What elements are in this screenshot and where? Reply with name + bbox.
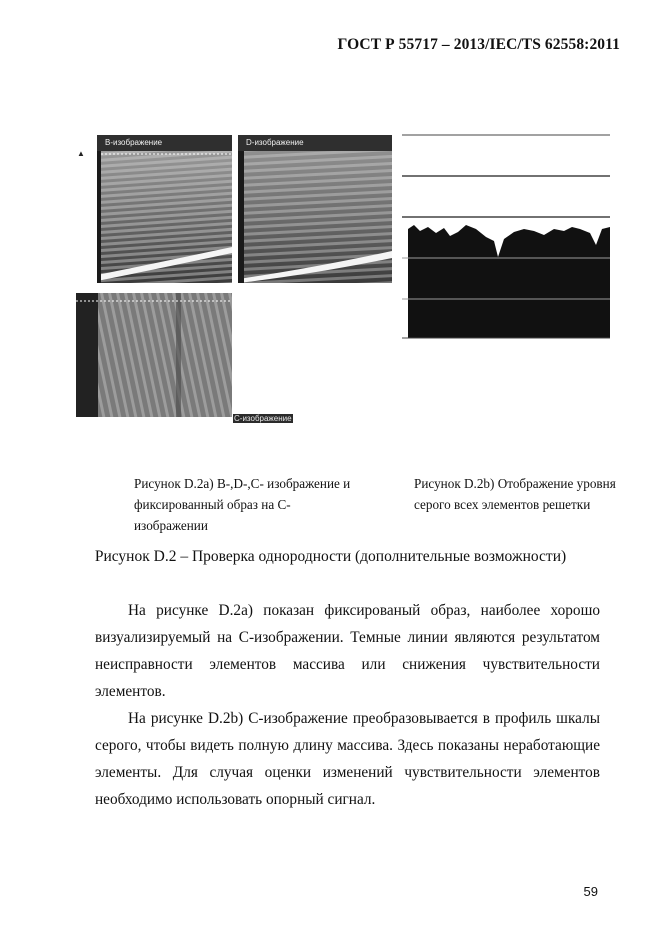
caption-a (134, 473, 374, 536)
caption-b-line-2: серого всех элементов решетки (414, 497, 591, 512)
caption-a-line-1: Рисунок D.2а) B-,D-,C- изображение и (134, 476, 351, 491)
c-image (76, 293, 232, 417)
c-image-texture (76, 293, 232, 417)
paragraph-2: На рисунке D.2b) C-изображение преобразовывается в профиль шкалы серого, чтобы видеть полную длину массива. Здесь показаны неработающие элементы. Для случая оценки изменений чувствительности элементов необходимо использовать опорный сигнал. (95, 710, 600, 808)
d-image (238, 135, 392, 283)
paragraph-1: На рисунке D.2a) показан фиксированый образ, наиболее хорошо визуализируемый на C-изображении. Темные линии являются результатом неисправности элементов массива или снижения чувствительности элементов. (95, 602, 600, 700)
document-header: ГОСТ Р 55717 – 2013/IEC/TS 62558:2011 (337, 36, 620, 53)
grayscale-profile-plot (400, 133, 615, 343)
grayscale-profile (400, 133, 615, 343)
caption-b (414, 473, 629, 515)
b-image (97, 135, 232, 283)
caption-a-line-3: изображении (134, 518, 208, 533)
page-number: 59 (583, 884, 598, 899)
d-image-label: D-изображение (246, 138, 304, 147)
c-image-label: C-изображение (234, 414, 292, 423)
b-image-texture (97, 135, 232, 283)
figure-caption: Рисунок D.2 – Проверка однородности (дополнительные возможности) (94, 548, 567, 565)
caption-a-line-2: фиксированный образ на C- (134, 497, 291, 512)
marker-arrow: ▲ (77, 149, 85, 158)
b-image-label: B-изображение (105, 138, 163, 147)
caption-b-line-1: Рисунок D.2b) Отображение уровня (414, 476, 616, 491)
d-image-texture (238, 135, 392, 283)
